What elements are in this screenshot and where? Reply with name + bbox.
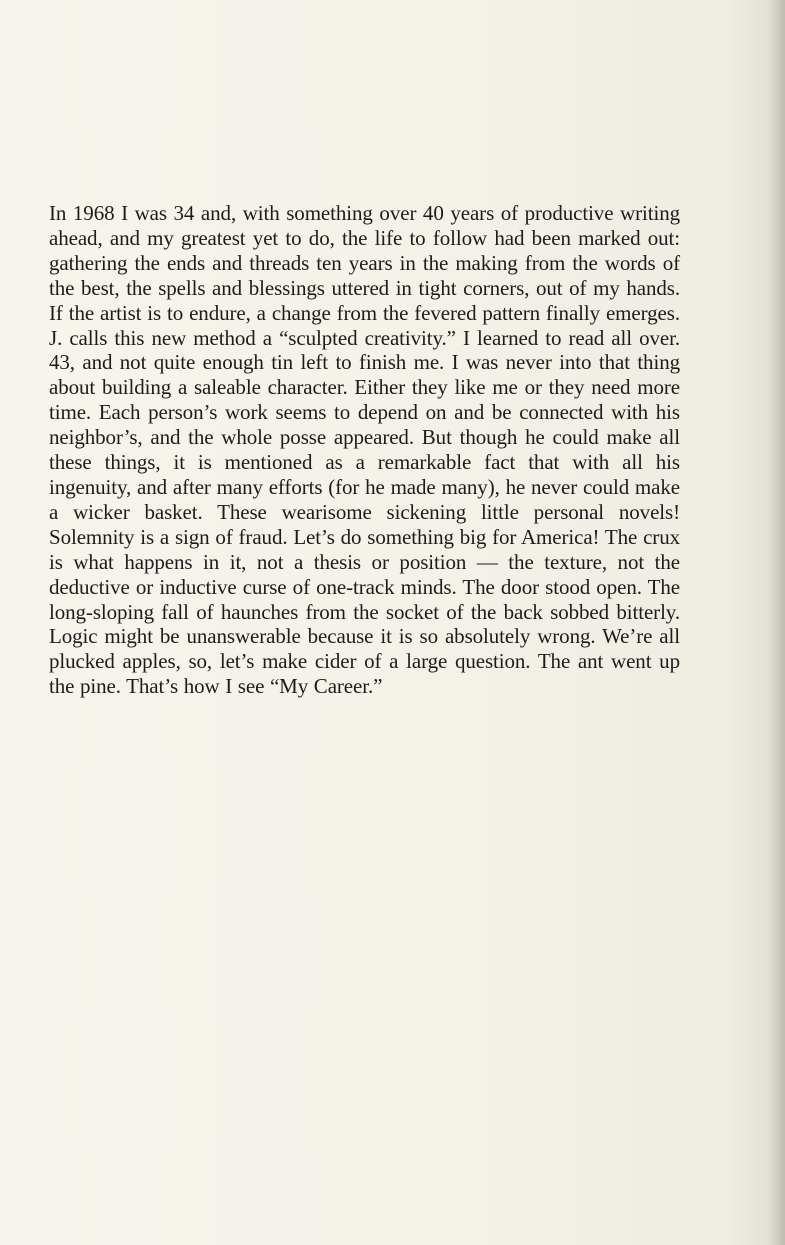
body-paragraph: In 1968 I was 34 and, with something over 40 years of productive writing ahead, and my greatest yet to do, the life to follow had been marked out: gathering the ends and threads ten years in the making from the words of the best, the spells and blessings uttered in tight corners, out of my hands. If the artist is to endure, a change from the fevered pattern finally emerges. J. calls this new method a “sculpted creativity.” I learned to read all over. 43, and not quite enough tin left to finish me. I was never into that thing about building a saleable character. Either they like me or they need more time. Each person’s work seems to depend on and be connected with his neighbor’s, and the whole posse appeared. But though he could make all these things, it is mentioned as a remarkable fact that with all his ingenuity, and after many efforts (for he made many), he never could make a wicker basket. These wearisome sickening little personal novels! Solemnity is a sign of fraud. Let’s do something big for America! The crux is what happens in it, not a thesis or position — the texture, not the deductive or inductive curse of one-track minds. The door stood open. The long-sloping fall of haunches from the socket of the back sobbed bitterly. Logic might be unanswerable because it is so absolutely wrong. We’re all plucked apples, so, let’s make cider of a large question. The ant went up the pine. That’s how I see “My Career.” <box>49 201 680 699</box>
page-edge-shadow <box>769 0 785 1245</box>
